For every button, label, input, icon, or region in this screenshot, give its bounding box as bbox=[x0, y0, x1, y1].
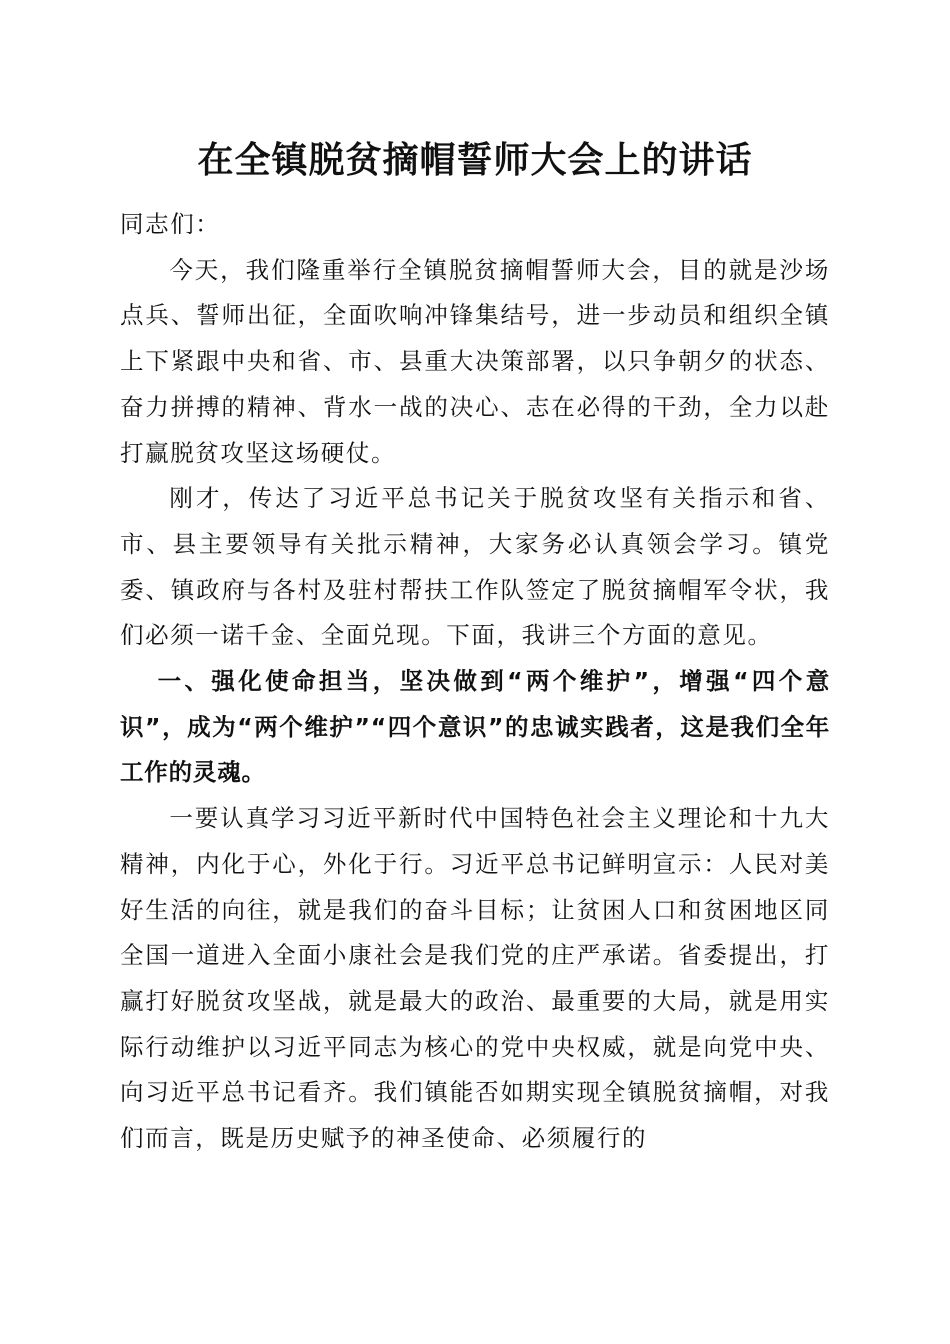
section-heading-one: 一、强化使命担当，坚决做到“两个维护”，增强“四个意识”，成为“两个维护”“四个意识”的忠诚实践者，这是我们全年工作的灵魂。 bbox=[120, 667, 830, 787]
salutation: 同志们： bbox=[120, 210, 221, 238]
paragraph-context: 刚才，传达了习近平总书记关于脱贫攻坚有关指示和省、市、县主要领导有关批示精神，大家务必认真领会学习。镇党委、镇政府与各村及驻村帮扶工作队签定了脱贫摘帽军令状，我们必须一诺千金、全面兑现。下面，我讲三个方面的意见。 bbox=[120, 484, 830, 650]
paragraph-section-one: 一要认真学习习近平新时代中国特色社会主义理论和十九大精神，内化于心，外化于行。习近平总书记鲜明宣示：人民对美好生活的向往，就是我们的奋斗目标；让贫困人口和贫困地区同全国一道进入全面小康社会是我们党的庄严承诺。省委提出，打赢打好脱贫攻坚战，就是最大的政治、最重要的大局，就是用实际行动维护以习近平同志为核心的党中央权威，就是向党中央、向习近平总书记看齐。我们镇能否如期实现全镇脱贫摘帽，对我们而言，既是历史赋予的神圣使命、必须履行的 bbox=[120, 804, 830, 1153]
document-title: 在全镇脱贫摘帽誓师大会上的讲话 bbox=[197, 139, 753, 181]
document-body bbox=[120, 202, 830, 1162]
paragraph-opening: 今天，我们隆重举行全镇脱贫摘帽誓师大会，目的就是沙场点兵、誓师出征，全面吹响冲锋集结号，进一步动员和组织全镇上下紧跟中央和省、市、县重大决策部署，以只争朝夕的状态、奋力拼搏的精神、背水一战的决心、志在必得的干劲，全力以赴打赢脱贫攻坚这场硬仗。 bbox=[120, 255, 830, 467]
